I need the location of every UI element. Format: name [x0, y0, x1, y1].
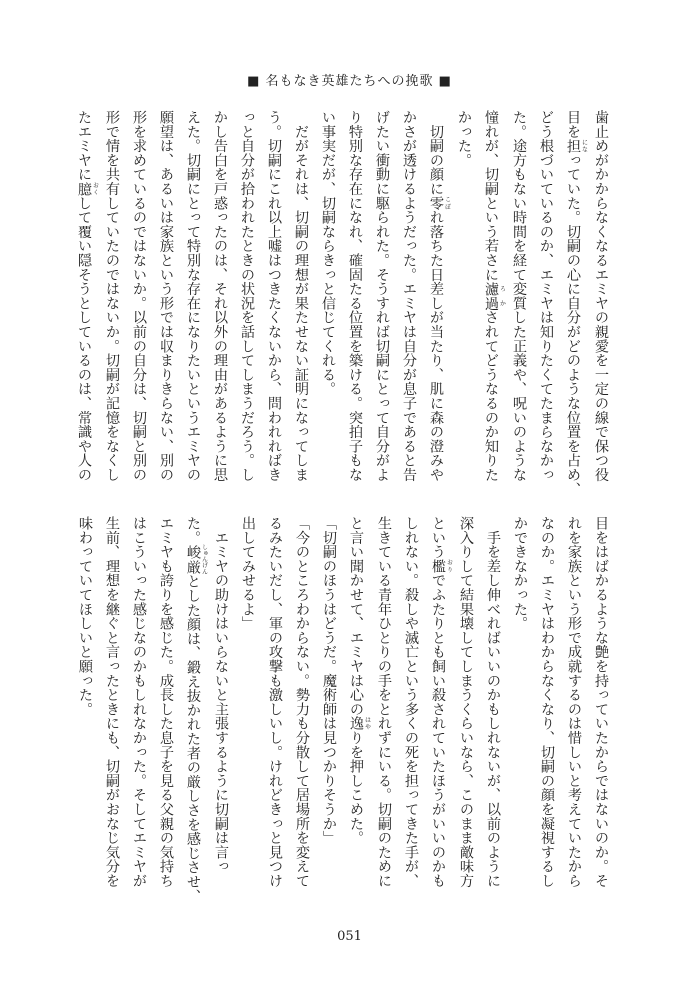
text-column	[152, 516, 179, 896]
text-run: とした顔は、鍛え抜かれた者の厳しさを感じさせ、	[185, 574, 201, 904]
text-run: た。	[185, 516, 201, 545]
text-run: 「今のところわからない。勢力も分散して居場所を変えて	[294, 516, 310, 888]
ruby-reading: ろか	[498, 281, 506, 311]
page-number: 051	[337, 929, 362, 944]
text-run: っと自分が拾われたときの状況を話してしまうだろう。し	[239, 110, 255, 482]
text-run: れ落ちた日差しが当たり、肌に森の澄みや	[428, 210, 444, 482]
text-column	[315, 516, 342, 896]
text-column	[234, 516, 261, 896]
text-block-bottom	[72, 516, 614, 904]
text-column	[477, 110, 505, 490]
text-run: しれない。殺しや滅亡という多くの死を担ってきた手が、	[403, 516, 419, 888]
text-column	[505, 110, 532, 490]
text-column	[368, 110, 395, 490]
text-run: 切嗣の顔に	[428, 110, 444, 196]
text-run: かできなかった。	[512, 516, 528, 631]
text-column	[422, 110, 450, 490]
ruby-reading: にな	[580, 138, 588, 153]
ruby-word: 臆 おく	[76, 181, 99, 196]
text-run: かし告白を戸惑ったのは、それ以外の理由があるように思	[212, 110, 228, 482]
text-column	[98, 516, 125, 896]
text-column	[560, 516, 587, 896]
text-run: 生前、理想を継ぐと言ったときにも、切嗣がおなじ気分を	[104, 516, 120, 888]
text-run: なのか。エミヤはわからなくなり、切嗣の顔を凝視するし	[539, 516, 555, 888]
text-column	[397, 516, 424, 896]
text-column	[314, 110, 341, 490]
text-column	[533, 516, 560, 896]
text-column	[98, 110, 125, 490]
text-run: るみたいだし、軍の攻撃も激しいし。けれどきっと見つけ	[267, 516, 283, 888]
text-column	[342, 516, 370, 896]
text-run: と言い聞かせて、エミヤは心の	[348, 516, 364, 717]
text-column	[452, 516, 479, 896]
text-run: た。途方もない時間を経て変質した正義や、呪いのような	[511, 110, 527, 482]
text-run: して覆い隠そうとしているのは、常識や人の	[76, 195, 92, 482]
ruby-word: 担 にな	[565, 138, 588, 153]
text-run: という	[430, 516, 446, 559]
text-column	[288, 516, 315, 896]
ruby-reading: はや	[363, 716, 371, 731]
text-run: 憧れが、切嗣という若さに	[483, 110, 499, 282]
text-run: 形を求めているのではないか。以前の自分は、切嗣と別の	[131, 110, 147, 482]
text-column	[287, 110, 314, 490]
text-column	[125, 516, 152, 896]
text-run: 目を	[565, 110, 581, 139]
text-column	[152, 110, 179, 490]
text-run: り特別な存在になれ、確固たる位置を築ける。突拍子もな	[347, 110, 363, 482]
text-run: だがそれは、切嗣の理想が果たせない証明になってしま	[293, 110, 309, 482]
text-column	[261, 516, 288, 896]
text-column	[479, 516, 506, 896]
text-run: 深入りして結果壊してしまうくらいなら、このまま敵味方	[458, 516, 474, 888]
ruby-reading: こぼ	[443, 195, 451, 211]
ruby-reading: おり	[445, 558, 453, 574]
text-run: 形で情を共有していたのではないか。切嗣が記憶をなくし	[104, 110, 120, 482]
text-column	[125, 110, 152, 490]
ruby-word: 峻厳 しゅんげん	[185, 544, 208, 575]
text-run: っていた。切嗣の心に自分がどのような位置を占め、	[565, 152, 581, 497]
text-run: どう根づいているのか、エミヤは知りたくてたまらなかっ	[538, 110, 554, 482]
running-header: ■ 名もなき英雄たちへの挽歌 ■	[247, 74, 452, 89]
text-run: りを押しこめた。	[348, 730, 364, 845]
text-column	[559, 110, 588, 497]
text-column	[395, 110, 422, 490]
text-run: 味わっていてほしいと願った。	[77, 516, 93, 717]
text-run: い事実だが、切嗣ならきっと信じてくれる。	[320, 110, 336, 396]
text-run: かった。	[456, 110, 472, 168]
text-column	[370, 516, 397, 896]
ruby-word: 逸 はや	[348, 716, 371, 731]
ruby-reading: しゅんげん	[200, 544, 208, 575]
text-run: 目をはばかるような艶を持っていたからではないのか。そ	[593, 516, 609, 888]
text-column	[506, 516, 533, 896]
text-column	[71, 516, 98, 896]
text-column	[233, 110, 260, 490]
text-run: れを家族という形で成就するのは惜しいと考えていたから	[566, 516, 582, 888]
text-column	[70, 110, 98, 490]
text-run: 出してみせるよ」	[240, 516, 256, 631]
text-column	[587, 110, 614, 490]
text-column	[341, 110, 368, 490]
text-column	[532, 110, 559, 490]
text-run: 生きている青年ひとりの手をとれずにいる。切嗣のために	[376, 516, 392, 888]
text-run: エミヤも誇りを感じた。成長した息子を見る父親の気持ち	[158, 516, 174, 888]
text-run: エミヤの助けはいらないと主張するように切嗣は言っ	[213, 516, 229, 874]
ruby-word: 濾過 ろか	[483, 281, 506, 311]
text-column	[206, 110, 233, 490]
text-run: げたい衝動に駆られた。そうすれば切嗣にとって自分がよ	[374, 110, 390, 482]
text-column	[179, 516, 208, 904]
text-column	[179, 110, 206, 490]
text-column	[207, 516, 234, 896]
text-run: う。切嗣にこれ以上嘘はつきたくないから、問われればき	[266, 110, 282, 482]
text-block-top	[72, 110, 614, 497]
text-column	[424, 516, 452, 896]
ruby-word: 零 こぼ	[428, 195, 451, 211]
text-run: されてどうなるのか知りた	[483, 310, 499, 482]
text-run: かさが透けるようだった。エミヤは自分が息子であると告	[401, 110, 417, 482]
text-run: 歯止めがかからなくなるエミヤの親愛を一定の線で保つ役	[593, 110, 609, 482]
text-run: 「切嗣のほうはどうだ。魔術師は見つかりそうか」	[321, 516, 337, 845]
ruby-reading: おく	[91, 181, 99, 196]
text-run: 手を差し伸べればいいのかもしれないが、以前のように	[485, 516, 501, 888]
text-run: 願望は、あるいは家族という形では収まりきらない、別の	[158, 110, 174, 482]
text-run: たエミヤに	[76, 110, 92, 182]
text-column	[260, 110, 287, 490]
text-column	[450, 110, 477, 490]
text-run: でふたりとも飼い殺されていたほうがいいのかも	[430, 573, 446, 888]
text-run: はこういった感じなのかもしれなかった。そしてエミヤが	[131, 516, 147, 888]
text-run: えた。切嗣にとって特別な存在になりたいというエミヤの	[185, 110, 201, 482]
text-column	[587, 516, 614, 896]
ruby-word: 檻 おり	[430, 558, 453, 574]
